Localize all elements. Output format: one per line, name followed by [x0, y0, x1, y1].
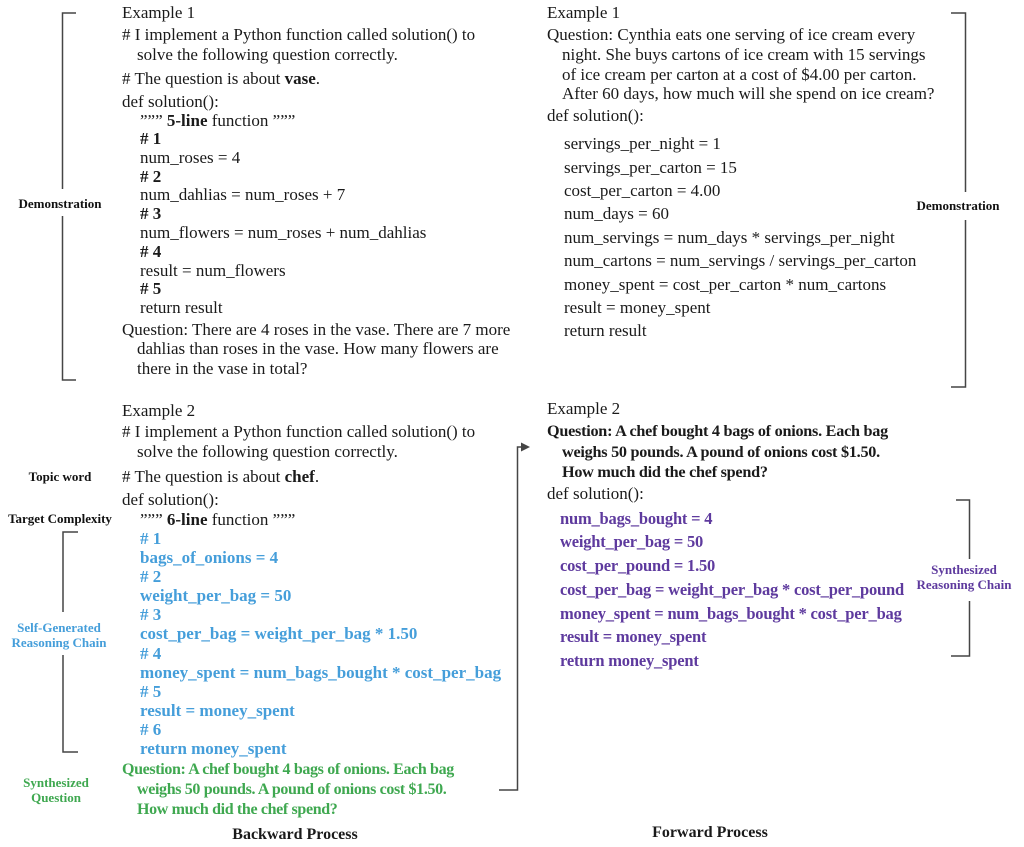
label-line: Synthesized	[23, 775, 89, 790]
question-line: How much did the chef spend?	[137, 800, 338, 818]
docstring-open: ”””	[140, 111, 167, 130]
question-line: After 60 days, how much will she spend on ice cream?	[562, 84, 935, 104]
label-line: Synthesized	[931, 562, 997, 577]
demonstration-bracket-left-top	[63, 13, 77, 189]
solution-comment	[122, 422, 542, 462]
def-solution-line: def solution():	[547, 483, 644, 503]
question-paragraph	[122, 320, 542, 379]
code-line: money_spent = cost_per_carton * num_cartons	[564, 274, 887, 294]
question-line: Question: There are 4 roses in the vase. There are 7 more	[122, 319, 511, 339]
code-line: # 1	[140, 129, 162, 148]
self-generated-reasoning-code-block	[122, 529, 542, 758]
label-line: Reasoning Chain	[916, 577, 1012, 592]
code-line: return result	[564, 321, 647, 341]
example-title: Example 1	[122, 3, 196, 22]
backward-example-1	[122, 2, 542, 378]
question-line: there in the vase in total?	[137, 358, 308, 378]
reasoning-code-block	[547, 132, 967, 343]
topic-pre-text: # The question is about	[122, 467, 285, 486]
code-line: num_cartons = num_servings / servings_per_carton	[564, 251, 917, 271]
question-line: of ice cream per carton at a cost of $4.00 per carton.	[562, 64, 917, 84]
topic-post-text: .	[314, 467, 320, 486]
code-line: # 2	[140, 567, 162, 587]
code-line: money_spent = num_bags_bought * cost_per_bag	[560, 603, 902, 623]
label-line: Self-Generated	[17, 620, 101, 635]
code-line: num_dahlias = num_roses + 7	[140, 185, 346, 205]
code-line: # 5	[140, 681, 162, 701]
code-line: bags_of_onions = 4	[140, 548, 279, 568]
topic-post-text: .	[315, 69, 321, 88]
code-line: return money_spent	[560, 651, 699, 671]
synthesized-question-paragraph	[547, 421, 967, 483]
code-line: money_spent = num_bags_bought * cost_per_bag	[140, 662, 502, 682]
code-line: # 5	[140, 279, 162, 299]
topic-word-bold: chef	[284, 467, 315, 486]
code-line: cost_per_pound = 1.50	[560, 556, 716, 576]
docstring-line	[122, 510, 542, 529]
code-line: servings_per_night = 1	[564, 134, 721, 154]
code-line: result = money_spent	[564, 298, 711, 318]
def-solution-line: def solution():	[122, 490, 219, 509]
backward-process-caption: Backward Process	[232, 826, 358, 843]
reasoning-chain-bracket-left-bottom	[63, 655, 78, 752]
code-line: cost_per_carton = 4.00	[564, 181, 721, 200]
def-solution-line: def solution():	[547, 106, 644, 126]
label-synthesized-question	[10, 775, 102, 805]
code-line: weight_per_bag = 50	[140, 586, 292, 606]
code-line: result = num_flowers	[140, 260, 286, 280]
code-line: # 4	[140, 643, 162, 663]
topic-comment	[122, 69, 542, 89]
code-line: # 6	[140, 719, 162, 739]
question-line: night. She buys cartons of ice cream with 15 servings	[562, 44, 926, 64]
docstring-open: ”””	[140, 510, 167, 529]
docstring-line	[122, 112, 542, 130]
question-line: How much did the chef spend?	[562, 463, 768, 481]
line-count-bold: 5-line	[166, 111, 208, 130]
question-paragraph	[547, 25, 967, 104]
code-line: cost_per_bag = weight_per_bag * 1.50	[140, 624, 418, 644]
code-line: # 4	[140, 241, 162, 261]
code-line: # 1	[140, 529, 162, 548]
code-line: num_roses = 4	[140, 147, 241, 167]
docstring-close: function ”””	[207, 510, 296, 529]
code-line: result = money_spent	[560, 627, 707, 647]
code-line: # 3	[140, 605, 162, 625]
docstring-close: function ”””	[207, 111, 296, 130]
topic-word-bold: vase	[284, 69, 316, 88]
question-line: Question: Cynthia eats one serving of ice cream every	[547, 25, 916, 44]
topic-pre-text: # The question is about	[122, 69, 285, 88]
label-topic-word: Topic word	[28, 469, 92, 484]
question-line: dahlias than roses in the vase. How many flowers are	[137, 339, 499, 359]
example-title: Example 2	[547, 399, 621, 418]
comment-line: solve the following question correctly.	[137, 45, 398, 64]
code-line: return result	[140, 298, 223, 318]
label-demonstration-right: Demonstration	[916, 198, 1000, 213]
code-line: num_days = 60	[564, 204, 669, 224]
question-line: weighs 50 pounds. A pound of onions cost $1.50.	[562, 442, 880, 461]
comment-line: solve the following question correctly.	[137, 442, 398, 461]
forward-example-1	[547, 2, 967, 343]
example-title: Example 1	[547, 3, 621, 22]
code-line: servings_per_carton = 15	[564, 157, 737, 177]
label-target-complexity: Target Complexity	[8, 511, 112, 526]
code-line: return money_spent	[140, 739, 287, 759]
reasoning-code-block	[122, 130, 542, 318]
code-line: cost_per_bag = weight_per_bag * cost_per_pound	[560, 579, 904, 599]
label-line: Reasoning Chain	[11, 635, 107, 650]
backward-example-2	[122, 400, 542, 819]
comment-line: # I implement a Python function called solution() to	[122, 422, 476, 441]
synthesized-reasoning-code-block	[547, 507, 967, 674]
label-self-generated-reasoning-chain	[2, 620, 116, 650]
synthesized-question-paragraph	[122, 760, 542, 819]
example-title: Example 2	[122, 401, 196, 420]
forward-process-caption: Forward Process	[652, 824, 768, 841]
comment-line: # I implement a Python function called solution() to	[122, 25, 476, 44]
forward-example-2	[547, 398, 967, 673]
question-line: Question: A chef bought 4 bags of onions. Each bag	[547, 422, 888, 440]
question-line: weighs 50 pounds. A pound of onions cost $1.50.	[137, 780, 447, 798]
solution-comment	[122, 25, 542, 65]
label-line: Question	[31, 790, 81, 805]
code-line: weight_per_bag = 50	[560, 532, 704, 552]
demonstration-bracket-left-bottom	[63, 216, 77, 380]
topic-comment	[122, 467, 542, 487]
code-line: # 3	[140, 204, 162, 224]
code-line: num_flowers = num_roses + num_dahlias	[140, 222, 427, 242]
code-line: num_servings = num_days * servings_per_night	[564, 227, 895, 247]
code-line: result = money_spent	[140, 700, 295, 720]
question-line: Question: A chef bought 4 bags of onions. Each bag	[122, 761, 454, 779]
code-line: # 2	[140, 166, 162, 186]
label-demonstration-left: Demonstration	[18, 196, 102, 211]
code-line: num_bags_bought = 4	[560, 508, 713, 528]
def-solution-line: def solution():	[122, 92, 219, 111]
line-count-bold: 6-line	[166, 510, 208, 529]
reasoning-chain-bracket-left-top	[63, 532, 78, 612]
